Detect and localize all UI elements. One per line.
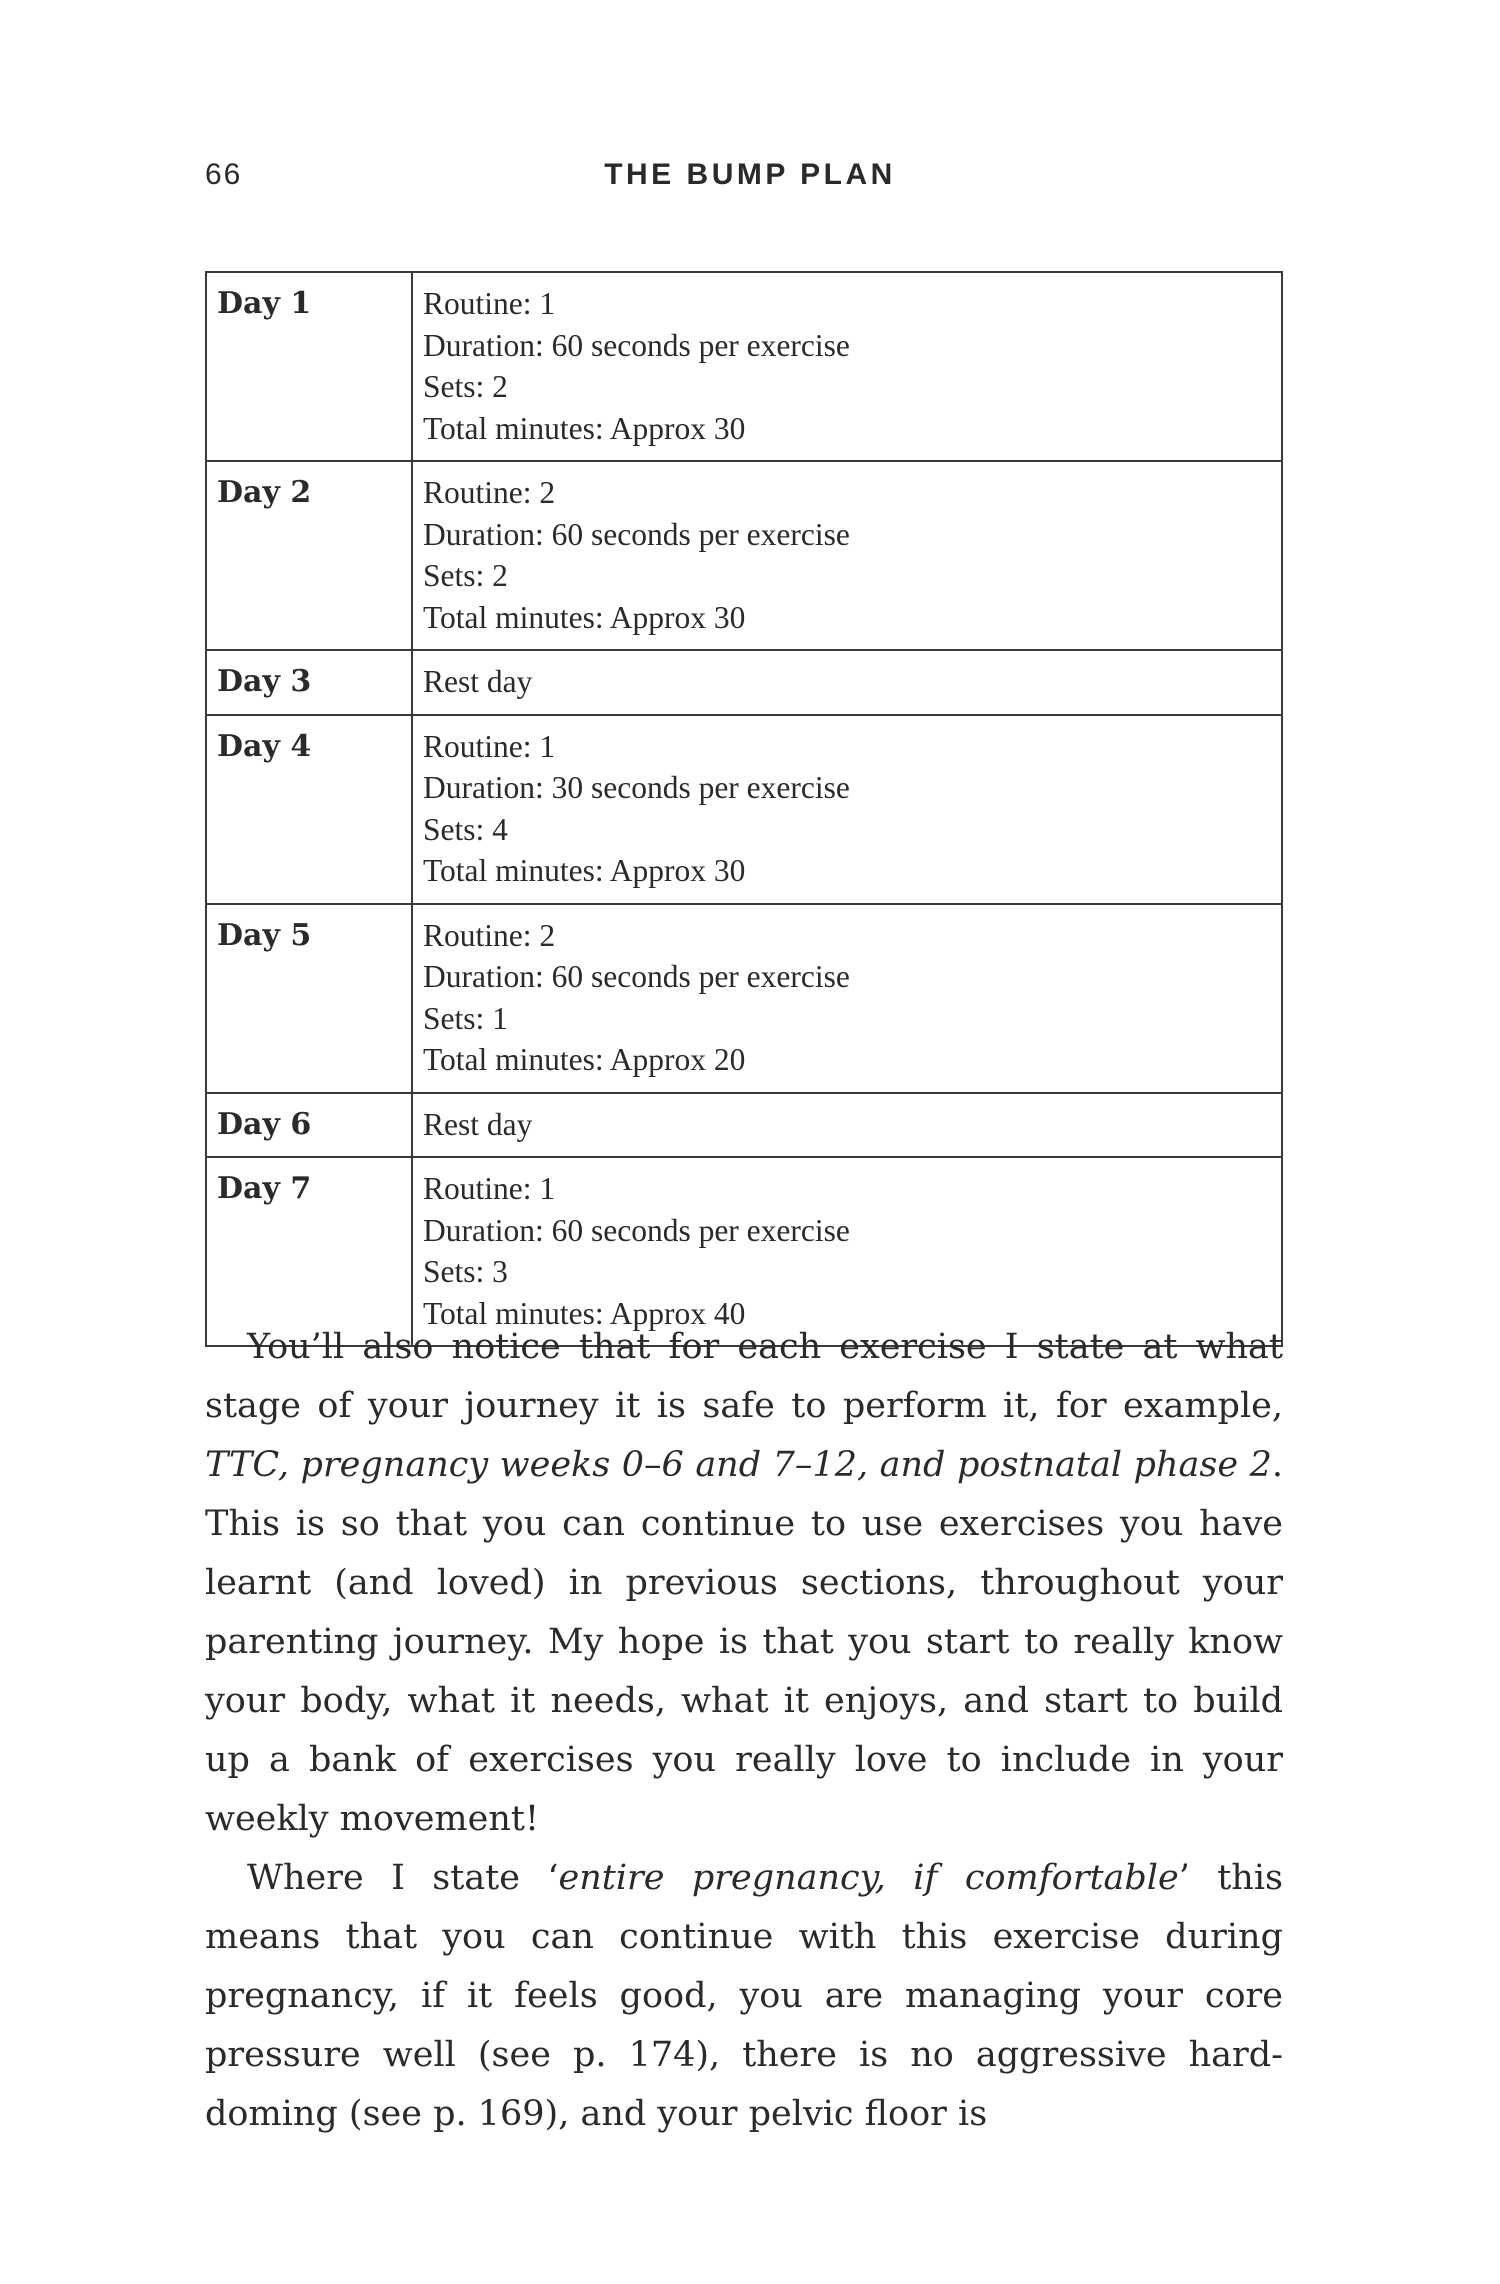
day-details — [412, 461, 1282, 650]
day-label: Day 1 — [206, 272, 412, 461]
day-label: Day 4 — [206, 715, 412, 904]
detail-line: Duration: 60 seconds per exercise — [423, 959, 850, 994]
detail-line: Routine: 1 — [423, 286, 556, 321]
weekly-plan-table — [205, 271, 1283, 1347]
detail-line: Duration: 30 seconds per exercise — [423, 770, 850, 805]
detail-line: Total minutes: Approx 30 — [423, 410, 746, 446]
day-details — [412, 272, 1282, 461]
detail-line: Routine: 1 — [423, 1171, 556, 1206]
day-details — [412, 650, 1282, 715]
detail-line: Sets: 2 — [423, 369, 508, 404]
detail-line: Duration: 60 seconds per exercise — [423, 1212, 850, 1248]
paragraph-2-italic: entire pregnancy, if comfortable — [558, 1858, 1179, 1898]
day-label: Day 5 — [206, 904, 412, 1093]
detail-line: Sets: 3 — [423, 1254, 508, 1289]
body-text — [205, 1318, 1283, 2144]
detail-line: Sets: 1 — [423, 1000, 508, 1036]
schedule-row — [206, 715, 1282, 904]
day-label: Day 6 — [206, 1093, 412, 1158]
day-label: Day 2 — [206, 461, 412, 650]
paragraph-2-text-a: Where I state ‘ — [247, 1858, 559, 1898]
detail-line: Rest day — [423, 1106, 533, 1142]
day-label: Day 3 — [206, 650, 412, 715]
schedule-row — [206, 461, 1282, 650]
detail-line: Total minutes: Approx 20 — [423, 1042, 746, 1077]
day-details — [412, 715, 1282, 904]
paragraph-entire-pregnancy — [205, 1849, 1283, 2144]
weekly-plan-body — [206, 272, 1282, 1346]
day-details — [412, 1093, 1282, 1158]
paragraph-1-text-b: . This is so that you can continue to use exercises you have learnt (and loved) in previous sections, throughout your parenting journey. My hope is that you start to really know your body, what it needs, what it enjoys, and start to build up a bank of exercises you really love to include in your weekly movement! — [205, 1445, 1283, 1839]
detail-line: Total minutes: Approx 30 — [423, 853, 746, 888]
detail-line: Routine: 2 — [423, 917, 556, 953]
schedule-row — [206, 272, 1282, 461]
page-number: 66 — [205, 158, 243, 191]
day-label: Day 7 — [206, 1157, 412, 1346]
paragraph-stage-safety — [205, 1318, 1283, 1849]
detail-line: Sets: 2 — [423, 558, 508, 593]
detail-line: Total minutes: Approx 30 — [423, 599, 746, 635]
detail-line: Sets: 4 — [423, 811, 508, 847]
detail-line: Rest day — [423, 664, 533, 699]
detail-line: Total minutes: Approx 40 — [423, 1295, 746, 1331]
schedule-row — [206, 1093, 1282, 1158]
detail-line: Routine: 1 — [423, 728, 556, 764]
schedule-row — [206, 904, 1282, 1093]
running-head: THE BUMP PLAN — [604, 158, 896, 191]
detail-line: Duration: 60 seconds per exercise — [423, 327, 850, 363]
paragraph-1-text-a: You’ll also notice that for each exercise I state at what stage of your journey it is safe to perform it, for example, — [205, 1327, 1283, 1426]
paragraph-2-text-b: ’ this means that you can continue with this exercise during pregnancy, if it feels good, you are managing your core pressure well (see p. 174), there is no aggressive hard-doming (see p. 169), and your pelvic floor is — [205, 1858, 1284, 2134]
detail-line: Routine: 2 — [423, 475, 556, 510]
detail-line: Duration: 60 seconds per exercise — [423, 516, 850, 552]
schedule-row — [206, 650, 1282, 715]
paragraph-1-italic: TTC, pregnancy weeks 0–6 and 7–12, and postnatal phase 2 — [205, 1445, 1272, 1485]
day-details — [412, 904, 1282, 1093]
